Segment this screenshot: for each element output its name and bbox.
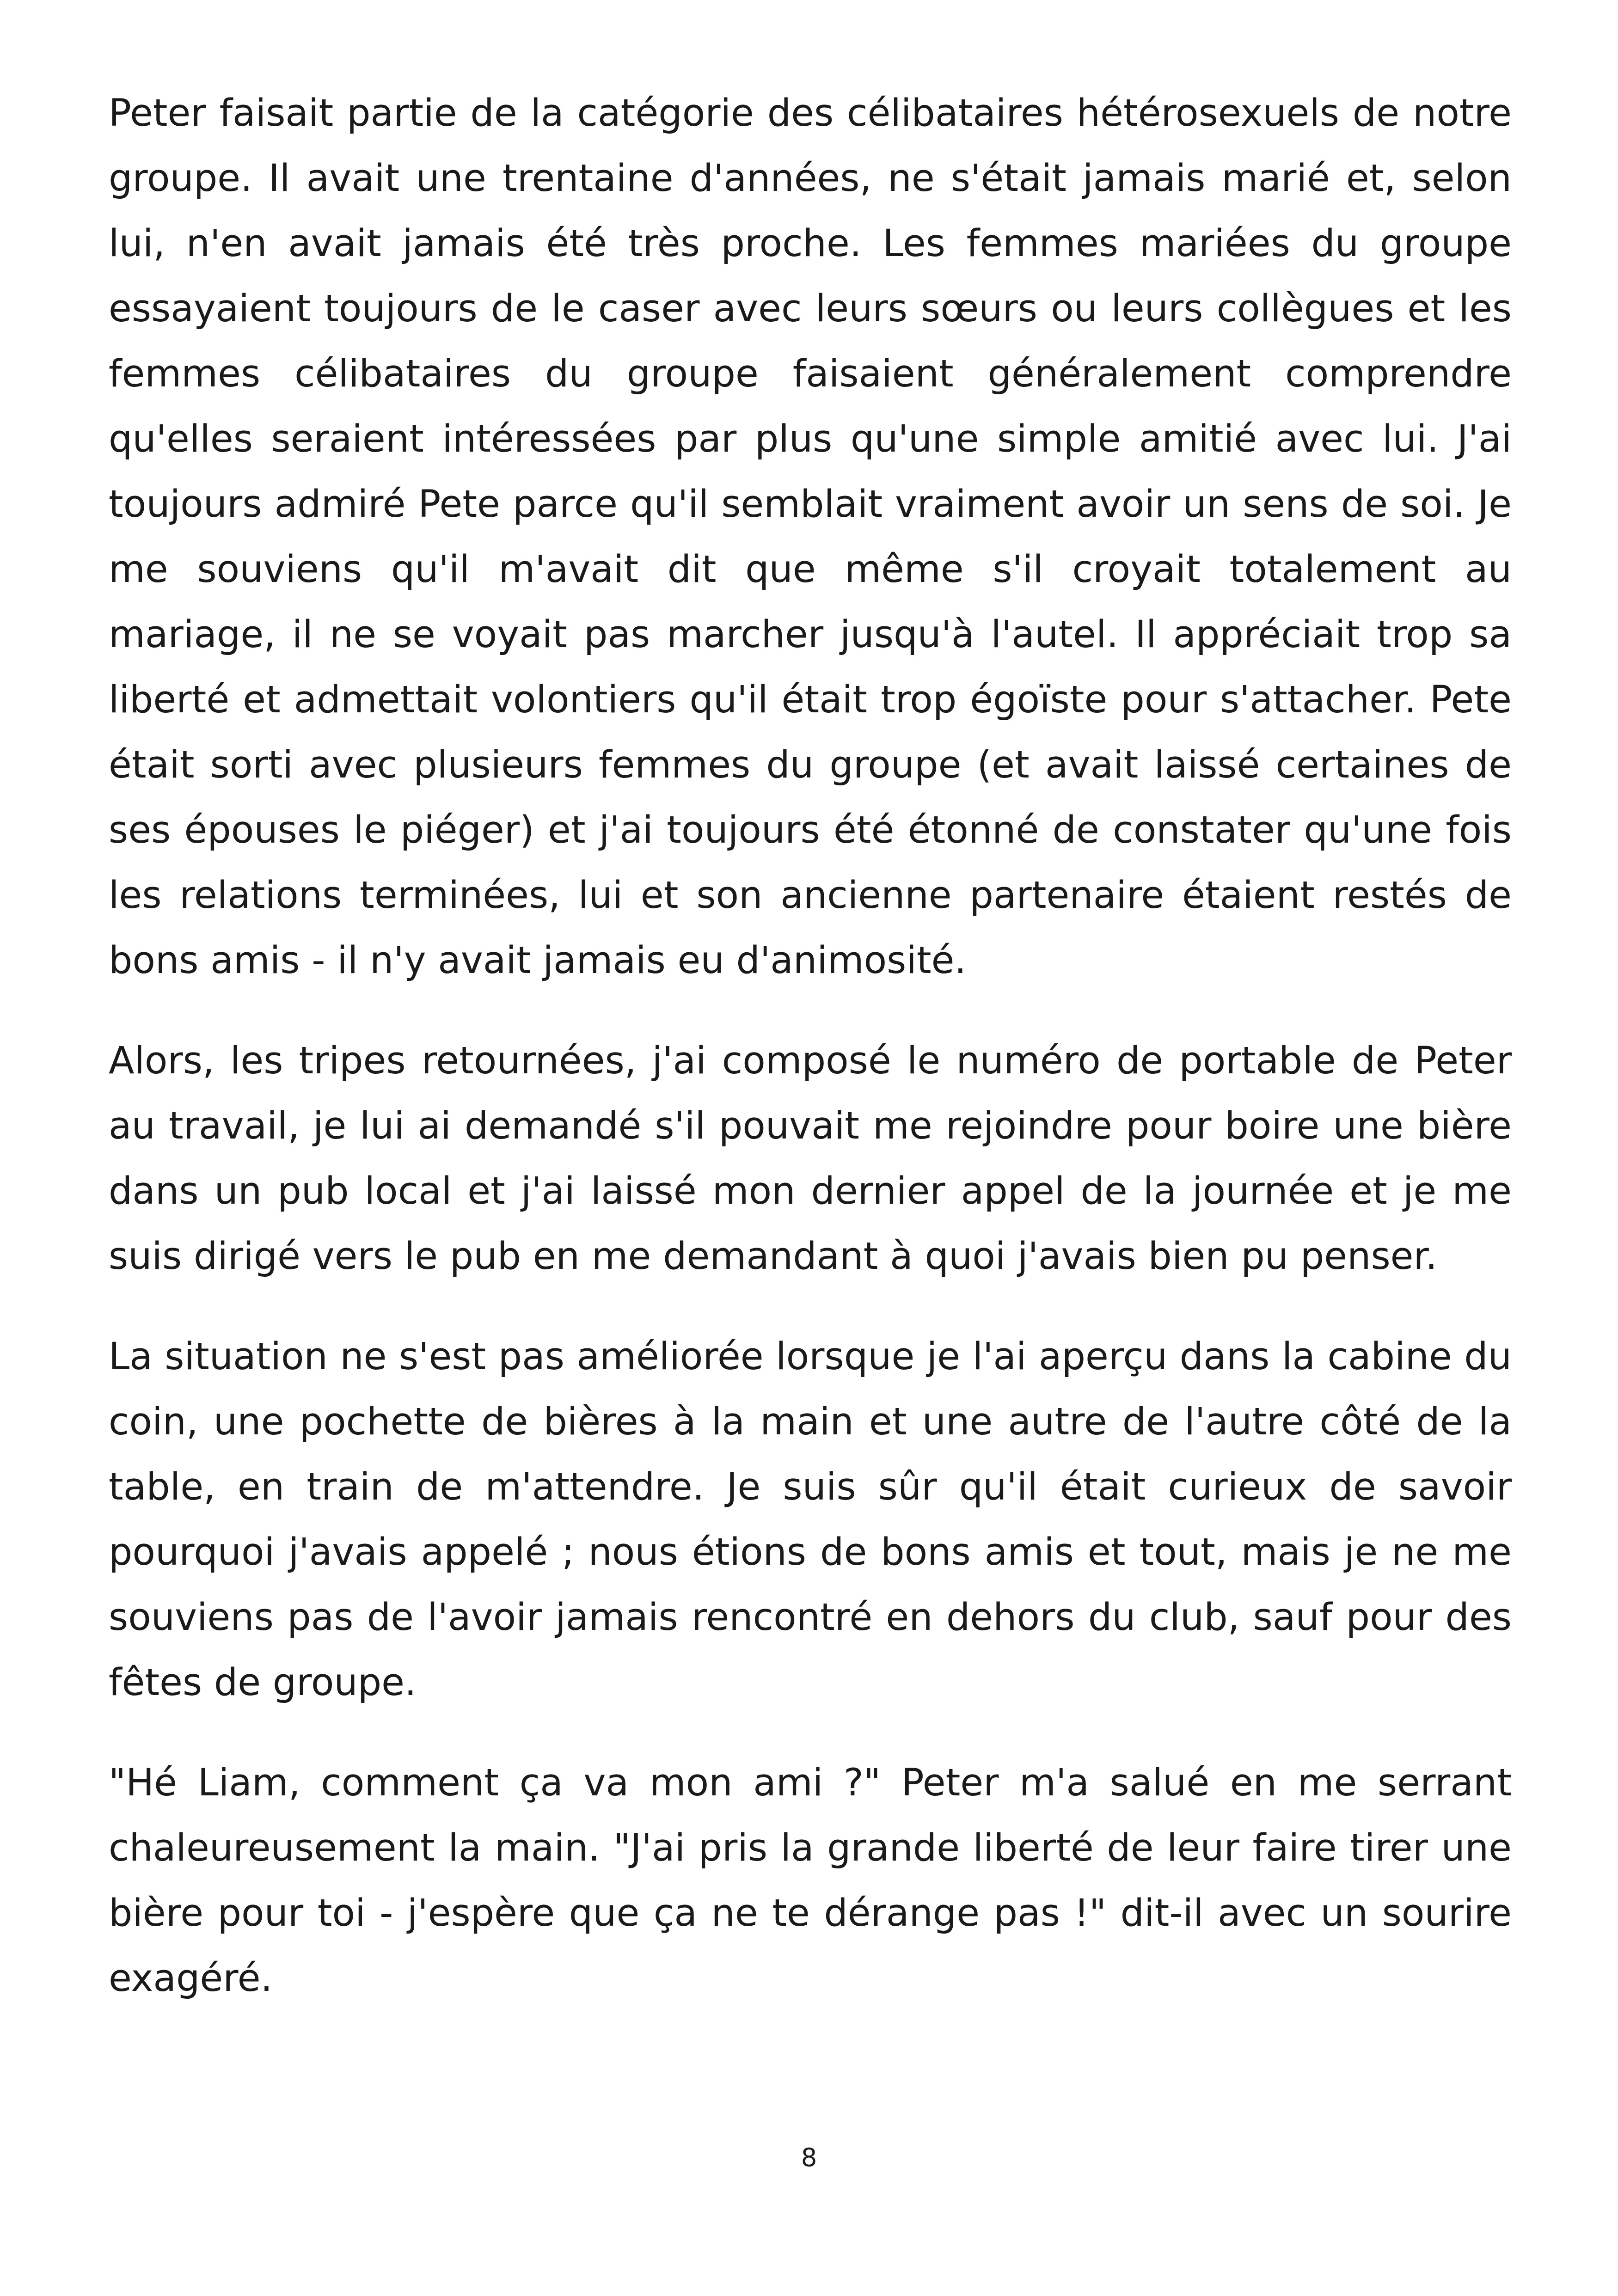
paragraph: Alors, les tripes retournées, j'ai composé le numéro de portable de Peter au travail, je lui ai demandé s'il pouvait me rejoindre pour boire une bière dans un pub local et j'ai laissé mon dernier appel de la journée et je me suis dirigé vers le pub en me demandant à quoi j'avais bien pu penser.: [109, 1039, 1512, 1278]
page-number: 8: [801, 2143, 817, 2172]
body-text: [109, 81, 1512, 2011]
paragraph: Peter faisait partie de la catégorie des célibataires hétérosexuels de notre groupe. Il avait une trentaine d'années, ne s'était jamais marié et, selon lui, n'en avait jamais été très proche. Les femmes mariées du groupe essayaient toujours de le caser avec leurs sœurs ou leurs collègues et les femmes célibataires du groupe faisaient généralement comprendre qu'elles seraient intéressées par plus qu'une simple amitié avec lui. J'ai toujours admiré Pete parce qu'il semblait vraiment avoir un sens de soi. Je me souviens qu'il m'avait dit que même s'il croyait totalement au mariage, il ne se voyait pas marcher jusqu'à l'autel. Il appréciait trop sa liberté et admettait volontiers qu'il était trop égoïste pour s'attacher. Pete était sorti avec plusieurs femmes du groupe (et avait laissé certaines de ses épouses le piéger) et j'ai toujours été étonné de constater qu'une fois les relations terminées, lui et son ancienne partenaire étaient restés de bons amis - il n'y avait jamais eu d'animosité.: [109, 92, 1512, 982]
paragraph: "Hé Liam, comment ça va mon ami ?" Peter m'a salué en me serrant chaleureusement la main. "J'ai pris la grande liberté de leur faire tirer une bière pour toi - j'espère que ça ne te dérange pas !" dit-il avec un sourire exagéré.: [109, 1761, 1512, 2000]
paragraph: La situation ne s'est pas améliorée lorsque je l'ai aperçu dans la cabine du coin, une pochette de bières à la main et une autre de l'autre côté de la table, en train de m'attendre. Je suis sûr qu'il était curieux de savoir pourquoi j'avais appelé ; nous étions de bons amis et tout, mais je ne me souviens pas de l'avoir jamais rencontré en dehors du club, sauf pour des fêtes de groupe.: [109, 1335, 1512, 1704]
